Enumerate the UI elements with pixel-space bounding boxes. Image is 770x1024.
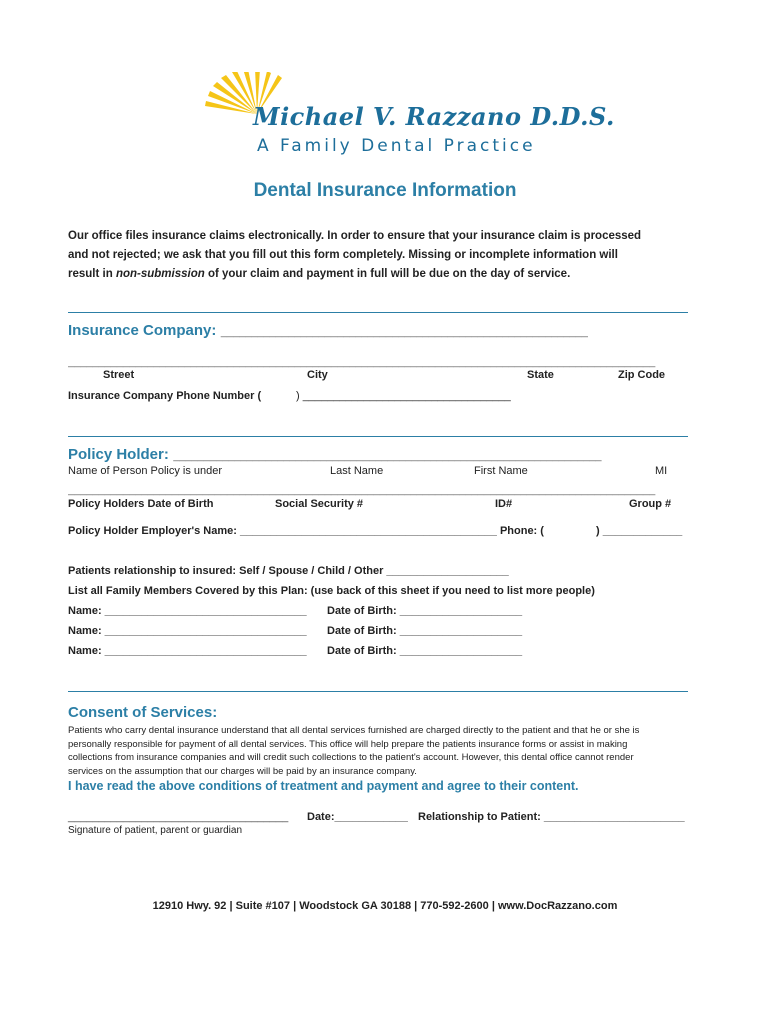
member-name-field[interactable]: Name: _________________________________ — [68, 645, 307, 657]
section-divider — [68, 691, 688, 692]
member-name-field[interactable]: Name: _________________________________ — [68, 625, 307, 637]
mi-label: MI — [655, 465, 668, 477]
member-dob-field[interactable]: Date of Birth: ____________________ — [327, 645, 523, 657]
family-list-label: List all Family Members Covered by this Plan: (use back of this sheet if you need to list more people) — [68, 585, 595, 597]
member-name-field[interactable]: Name: _________________________________ — [68, 605, 307, 617]
ssn-label: Social Security # — [275, 498, 364, 510]
page-title: Dental Insurance Information — [253, 180, 517, 201]
dob-label: Policy Holders Date of Birth — [68, 498, 214, 510]
consent-line: personally responsible for payment of all dental services. This office will help prepare the patients insurance forms or assist in making — [68, 738, 628, 750]
policy-holder-heading: Policy Holder: — [68, 446, 169, 463]
insurance-phone-label: Insurance Company Phone Number ( — [68, 390, 262, 402]
group-label: Group # — [629, 498, 672, 510]
policy-holder-field[interactable]: ______________________________________________________________________ — [173, 450, 602, 462]
section-divider — [68, 436, 688, 437]
relationship-field[interactable]: Patients relationship to insured: Self / Spouse / Child / Other ____________________ — [68, 565, 509, 577]
logo-name: Michael V. Razzano D.D.S. — [253, 102, 615, 131]
intro-line-3 — [68, 265, 641, 284]
member-dob-field[interactable]: Date of Birth: ____________________ — [327, 605, 523, 617]
section-divider — [68, 312, 688, 313]
id-label: ID# — [495, 498, 513, 510]
relationship-to-patient-field[interactable]: Relationship to Patient: _______________________ — [418, 811, 685, 823]
consent-line: collections from insurance companies and will credit such collections to the patient's account. However, this dental office cannot render — [68, 752, 634, 763]
city-label: City — [307, 369, 328, 381]
first-name-label: First Name — [474, 465, 528, 477]
consent-paragraph — [68, 724, 688, 778]
insurance-company-heading-row — [68, 322, 588, 340]
policy-holder-heading-row — [68, 446, 602, 464]
signature-field[interactable]: ____________________________________ — [68, 811, 289, 823]
agreement-statement: I have read the above conditions of treatment and payment and agree to their content. — [68, 779, 579, 793]
practice-logo — [205, 72, 615, 162]
logo-tagline: A Family Dental Practice — [257, 136, 536, 156]
zip-label: Zip Code — [618, 369, 666, 381]
consent-heading: Consent of Services: — [68, 704, 218, 721]
consent-line: services on the assumption that our charges will be paid by an insurance company. — [68, 765, 417, 777]
insurance-company-heading: Insurance Company: — [68, 322, 217, 339]
insurance-phone-field[interactable]: ) __________________________________ — [296, 390, 511, 402]
employer-field[interactable]: Policy Holder Employer's Name: __________________________________________ Phone: ( — [68, 525, 544, 537]
member-dob-field[interactable]: Date of Birth: ____________________ — [327, 625, 523, 637]
insurance-company-field[interactable]: ____________________________________________________________ — [220, 326, 588, 338]
employer-phone-field[interactable]: ) _____________ — [596, 525, 683, 537]
intro-emphasis: non-submission — [115, 268, 205, 280]
policy-name-label: Name of Person Policy is under — [68, 465, 223, 477]
policy-details-field[interactable]: ________________________________________________________________________________________________ — [68, 484, 656, 496]
insurance-address-field[interactable]: ________________________________________________________________________________________________ — [68, 356, 656, 368]
intro-text: of your claim and payment in full will be due on the day of service. — [204, 268, 571, 280]
consent-line: Patients who carry dental insurance understand that all dental services furnished are charged directly to the patient and that he or she is — [68, 725, 640, 736]
date-field[interactable]: Date:____________ — [307, 811, 408, 823]
footer-contact: 12910 Hwy. 92 | Suite #107 | Woodstock GA 30188 | 770-592-2600 | www.DocRazzano.com — [152, 900, 618, 912]
intro-line-1: Our office files insurance claims electronically. In order to ensure that your insurance claim is processed — [68, 230, 642, 242]
intro-paragraph — [68, 227, 641, 284]
state-label: State — [527, 369, 554, 381]
intro-text: result in — [68, 268, 116, 280]
intro-line-2: and not rejected; we ask that you fill out this form completely. Missing or incomplete information will — [68, 249, 618, 261]
signature-caption: Signature of patient, parent or guardian — [68, 825, 243, 836]
street-label: Street — [103, 369, 135, 381]
last-name-label: Last Name — [330, 465, 384, 477]
